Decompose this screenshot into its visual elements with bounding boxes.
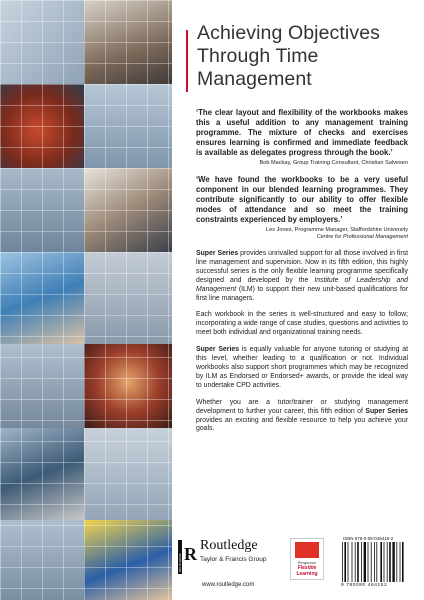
publisher-name: Routledge: [200, 538, 258, 553]
svg-text:R: R: [184, 544, 197, 564]
book-title: Achieving Objectives Through Time Management: [197, 22, 381, 90]
publisher-footer: [178, 536, 418, 596]
paragraph-2: Each workbook in the series is well-structured and easy to follow; incorporating a wide range of case studies, questions and activities to meet both individual and organizational training needs.: [196, 311, 408, 337]
quote-2-attribution-org: Centre for Professional Management: [316, 234, 408, 240]
mosaic-tile: [0, 344, 84, 428]
barcode-bar: [376, 542, 377, 582]
pergamon-mark-icon: [295, 542, 319, 558]
barcode-bar: [368, 542, 369, 582]
pergamon-line2: Flexible: [297, 565, 317, 571]
photo-meeting: [84, 168, 172, 252]
mosaic-tile: [84, 84, 172, 168]
quote-1: ‘The clear layout and flexibility of the workbooks makes this a useful addition to any management training programme. The mixture of checks and exercises ensures learning is confirmed and immediate feedback is available as delegates progress through the book.’: [196, 108, 408, 157]
barcode-bar: [387, 542, 388, 582]
mosaic-tile: [0, 0, 84, 84]
title-accent-bar: [186, 30, 188, 92]
barcode-bar: [400, 542, 401, 582]
photo-worker: [0, 428, 84, 520]
routledge-logo-icon: [178, 540, 198, 574]
mosaic-tile: [0, 168, 84, 252]
pergamon-line1: Pergamon: [297, 560, 317, 565]
mosaic-tile: [0, 520, 84, 600]
barcode-bar: [357, 542, 359, 582]
series-name: Super Series: [196, 250, 239, 257]
paragraph-1: [196, 250, 408, 303]
barcode-bar: [361, 542, 362, 582]
barcode-bar: [364, 542, 366, 582]
photo-woman-phone: [84, 0, 172, 84]
paragraph-1-text-a: provides unrivalled support for all those involved in first line management and supervision. Now in its fifth edition, this highly successful series is the only flexible learning programme specifically designed and developed by the: [196, 250, 408, 284]
photo-engineer: [0, 84, 84, 168]
paragraph-4-text-b: provides an exciting and flexible resource to help you achieve your goals.: [196, 416, 408, 433]
pergamon-logo: [290, 538, 324, 580]
institute-name: Institute of Leadership and Management: [196, 276, 408, 293]
mosaic-tile: [84, 252, 172, 344]
pergamon-line3: Learning: [296, 571, 318, 577]
barcode-bar: [342, 542, 343, 582]
barcode-bar: [389, 542, 391, 582]
barcode-bar: [392, 542, 394, 582]
barcode-icon: [341, 542, 413, 582]
isbn-label: ISBN 978-0-08-046415-2: [343, 536, 394, 541]
svg-text:ROUTLEDGE: ROUTLEDGE: [178, 553, 182, 572]
barcode-bar: [374, 542, 375, 582]
barcode-digits: 9 780080 464152: [341, 583, 388, 588]
barcode-bar: [344, 542, 346, 582]
publisher-subtitle: Taylor & Francis Group: [200, 556, 267, 563]
paragraph-4-text-a: Whether you are a tutor/trainer or studying management development to further your career, this fifth edition of: [196, 398, 408, 415]
quote-1-attribution: Bob Mackay, Group Training Consultant, Christian Salvesen: [259, 160, 408, 166]
barcode-bar: [348, 542, 349, 582]
mosaic-tile: [84, 428, 172, 520]
barcode-bar: [380, 542, 382, 582]
paragraph-4: [196, 399, 408, 435]
photo-nurse: [0, 252, 84, 344]
barcode-bar: [384, 542, 385, 582]
barcode-bar: [396, 542, 397, 582]
quote-2-attribution: Les Jones, Programme Manager, Staffordshire University: [266, 227, 408, 233]
barcode-bar: [355, 542, 356, 582]
photo-mosaic: [0, 0, 172, 600]
series-name: Super Series: [196, 346, 240, 354]
barcode-bar: [402, 542, 404, 582]
photo-call-center: [84, 344, 172, 428]
back-cover-text: [196, 108, 408, 442]
series-name: Super Series: [365, 407, 408, 415]
publisher-url: www.routledge.com: [202, 582, 255, 588]
paragraph-3: [196, 346, 408, 391]
paragraph-1-text-b: (ILM) to support their new unit-based qualifications for first line managers.: [196, 285, 408, 302]
photo-hardhats: [84, 520, 172, 600]
barcode-bar: [352, 542, 353, 582]
paragraph-3-text: is equally valuable for anyone tutoring or studying at this level, whether leading to a qualification or not. Individual workbooks also support short programmes which may be recognized by ILM as Endorsed or Endorsed+ awards, or provide the ideal way to undertake CPD activities.: [196, 346, 408, 389]
barcode-bar: [371, 542, 372, 582]
quote-2: ‘We have found the workbooks to be a very useful component in our blended learning programmes. They contribute significantly to our ability to offer flexible modes of attendance and so meet the training constraints experienced by employers.’: [196, 175, 408, 224]
